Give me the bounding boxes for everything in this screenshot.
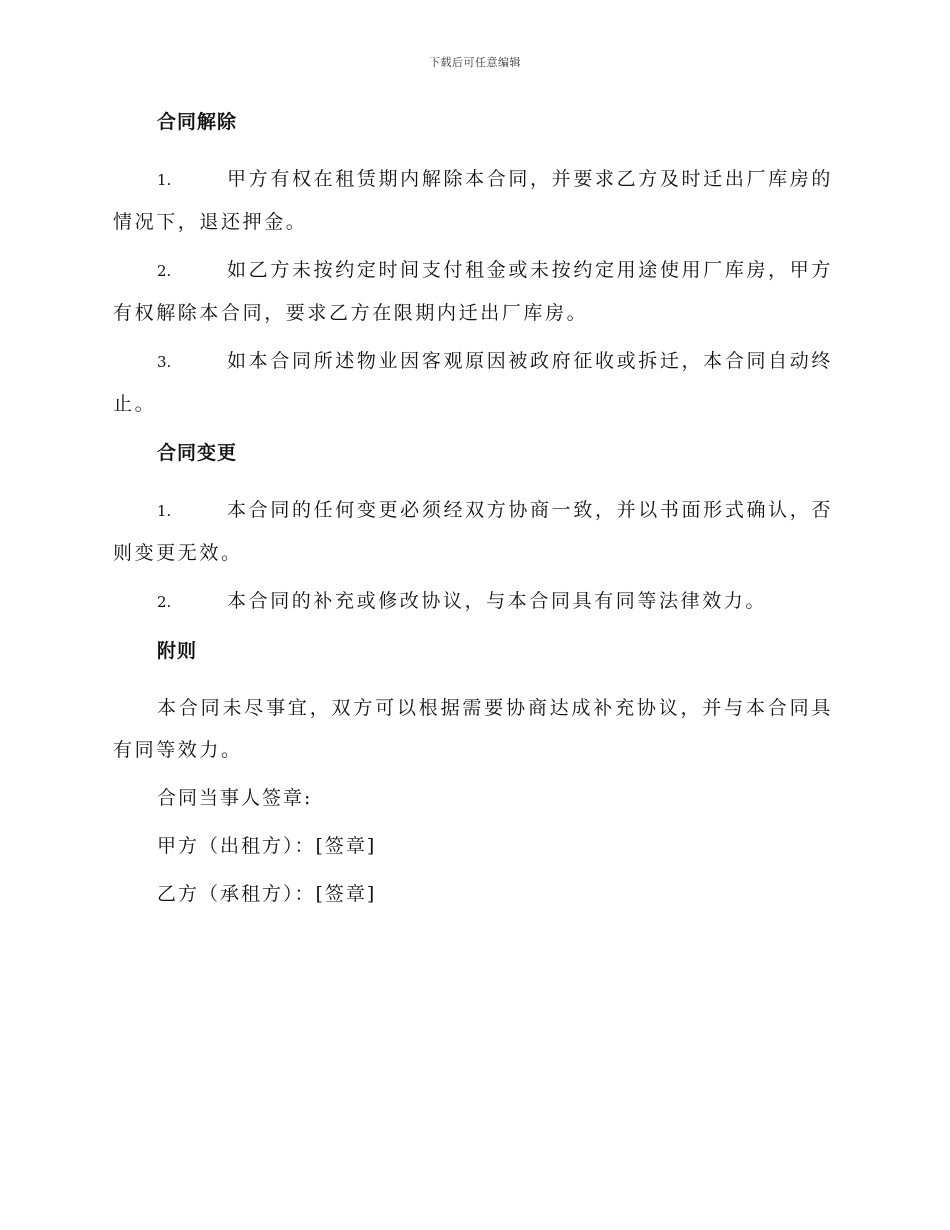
clause-termination-2 [113,249,833,334]
clause-number: 3. [157,353,172,371]
signature-party-b: 乙方（承租方）：[签章] [157,883,377,905]
clause-number: 2. [157,262,172,280]
clause-termination-3 [113,340,833,425]
clause-text: 如本合同所述物业因客观原因被政府征收或拆迁，本合同自动终止。 [113,350,833,415]
clause-text: 本合同的任何变更必须经双方协商一致，并以书面形式确认，否则变更无效。 [113,499,833,564]
supplementary-paragraph: 本合同未尽事宜，双方可以根据需要协商达成补充协议，并与本合同具有同等效力。 [113,697,833,761]
clause-change-1 [113,489,833,574]
signature-party-a: 甲方（出租方）：[签章] [157,835,377,857]
clause-text: 如乙方未按约定时间支付租金或未按约定用途使用厂库房，甲方有权解除本合同，要求乙方在限期内迁出厂库房。 [113,259,833,324]
header-note: 下载后可任意编辑 [429,56,521,69]
section-heading-termination: 合同解除 [157,111,238,133]
clause-text: 本合同的补充或修改协议，与本合同具有同等法律效力。 [227,590,768,612]
clause-number: 2. [157,593,172,611]
signature-intro: 合同当事人签章: [157,787,313,809]
clause-change-2 [113,580,833,623]
section-heading-supplementary: 附则 [157,640,198,662]
section-heading-change: 合同变更 [157,442,238,464]
clause-termination-1 [113,158,833,243]
clause-number: 1. [157,502,172,520]
clause-text: 甲方有权在租赁期内解除本合同，并要求乙方及时迁出厂库房的情况下，退还押金。 [113,168,833,233]
clause-number: 1. [157,171,172,189]
document-body [113,108,833,921]
